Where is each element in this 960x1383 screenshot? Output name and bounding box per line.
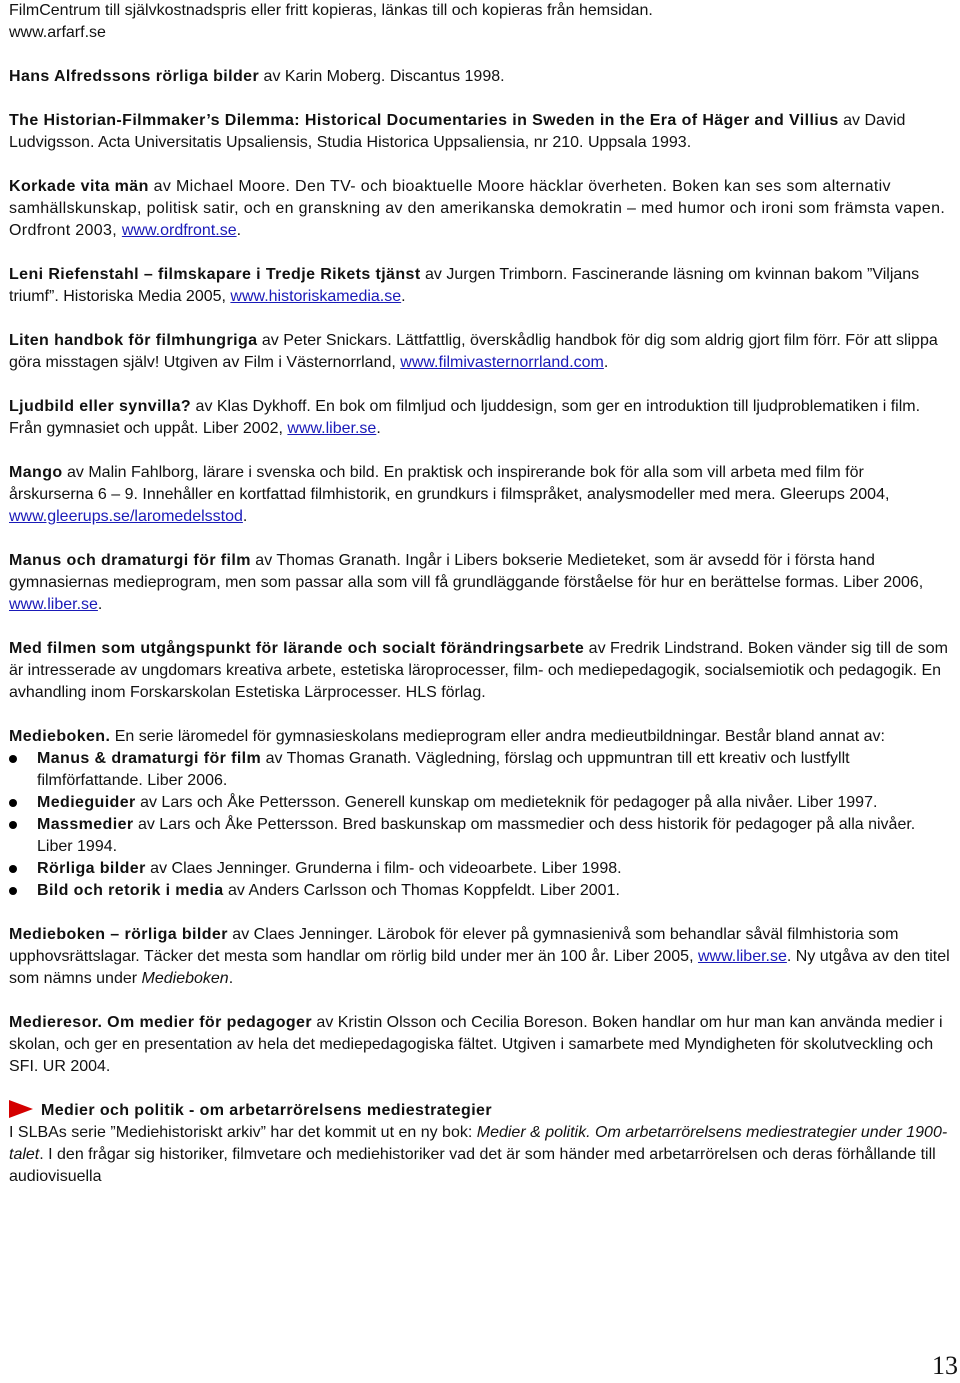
book-entry: Mango av Malin Fahlborg, lärare i svenska och bild. En praktisk och inspirerande bok för alla som vill arbeta med film för årskurserna 6 – 9. Innehåller en kortfattad filmhistorik, en grundkurs i filmspråket, analysmodeller med mera. Gleerups 2004, www.gleerups.se/laromedelsstod.	[9, 464, 890, 525]
page-number: 13	[932, 1351, 958, 1380]
entry-text: av Claes Jenninger. Lärobok för elever på gymnasienivå som behandlar såväl filmhistoria som upphovsrättslagar. Täcker det mesta som handlar om rörlig bild under mer än 100 år. Liber 2005,	[9, 926, 899, 965]
entry-title: The Historian-Filmmaker’s Dilemma: Historical Documentaries in Sweden in the Era of Häger and Villius	[9, 112, 839, 129]
list-item	[9, 880, 951, 902]
entry-link[interactable]: www.historiskamedia.se	[230, 288, 402, 305]
intro-text: FilmCentrum till självkostnadspris eller fritt kopieras, länkas till och kopieras från hemsidan.	[9, 2, 653, 19]
news-text-continued: . I den frågar sig historiker, filmvetare och mediehistoriker vad det är som händer med arbetarrörelsen och deras förhållande till audiovisuella	[9, 1146, 936, 1185]
entry-title: Medieresor. Om medier för pedagoger	[9, 1014, 312, 1031]
book-entry	[9, 110, 951, 154]
document-page	[9, 0, 951, 1188]
entry-link[interactable]: www.liber.se	[287, 420, 377, 437]
entry-title: Med filmen som utgångspunkt för lärande och socialt förändringsarbete	[9, 640, 585, 657]
entry-text: av Malin Fahlborg, lärare i svenska och bild. En praktisk och inspirerande bok för alla som vill arbeta med film för årskurserna 6 – 9. Innehåller en kortfattad filmhistorik, en grundkurs i filmspråket, analysmodeller med mera. Gleerups 2004,	[9, 464, 890, 503]
news-italic: Medier & politik. Om arbetarrörelsens mediestrategier under 1900-talet	[9, 1124, 948, 1163]
entry-title: Leni Riefenstahl – filmskapare i Tredje Rikets tjänst	[9, 266, 421, 283]
news-heading: Medier och politik - om arbetarrörelsens mediestrategier	[41, 1102, 492, 1119]
news-text: I SLBAs serie ”Mediehistoriskt arkiv” har det kommit ut en ny bok:	[9, 1124, 477, 1141]
book-entry: Ljudbild eller synvilla? av Klas Dykhoff. En bok om filmljud och ljuddesign, som ger en introduktion till ljudproblematiken i film. Från gymnasiet och uppåt. Liber 2002, www.liber.se.	[9, 398, 921, 437]
intro-paragraph	[9, 0, 951, 44]
entry-text: av David Ludvigsson. Acta Universitatis Upsaliensis, Studia Historica Uppsaliensia, nr 210. Uppsala 1993.	[9, 112, 906, 151]
list-item	[9, 748, 951, 792]
item-title: Massmedier	[37, 816, 134, 833]
entry-title: Hans Alfredssons rörliga bilder	[9, 68, 260, 85]
entry-link[interactable]: www.gleerups.se/laromedelsstod	[9, 508, 243, 525]
medieboken-section	[9, 726, 951, 902]
item-title: Bild och retorik i media	[37, 882, 224, 899]
book-entry: Leni Riefenstahl – filmskapare i Tredje Rikets tjänst av Jurgen Trimborn. Fascinerande läsning om kvinnan bakom ”Viljans triumf”. Historiska Media 2005, www.historiskamedia.se.	[9, 266, 920, 305]
entry-link[interactable]: www.liber.se	[9, 596, 98, 613]
item-text: av Lars och Åke Pettersson. Bred baskunskap om massmedier och dess historik för pedagoger på alla nivåer. Liber 1994.	[37, 816, 916, 855]
entry-text: av Klas Dykhoff. En bok om filmljud och ljuddesign, som ger en introduktion till ljudproblematiken i film. Från gymnasiet och uppåt. Liber 2002,	[9, 398, 921, 437]
medieboken-list	[9, 748, 951, 902]
bullet-icon	[9, 799, 17, 807]
item-text: av Thomas Granath. Vägledning, förslag och uppmuntran till ett kreativ och lustfyllt filmförfattande. Liber 2006.	[37, 750, 850, 789]
entry-title: Manus och dramaturgi för film	[9, 552, 251, 569]
item-title: Medieguider	[37, 794, 136, 811]
list-item	[9, 814, 951, 858]
entry-text: av Michael Moore. Den TV- och bioaktuelle Moore häcklar överheten. Boken kan ses som alternativ samhällskunskap, politisk satir, och en granskning av den amerikanska demokratin – med humor och ironi som främsta vapen. Ordfront 2003,	[9, 178, 946, 239]
entry-title: Medieboken.	[9, 728, 111, 745]
entry-text: av Kristin Olsson och Cecilia Boreson. Boken handlar om hur man kan använda medier i skolan, och ger en presentation av hela det mediepedagogiska fältet. Utgiven i samarbete med Myndigheten för skolutveckling och SFI. UR 2004.	[9, 1014, 943, 1075]
item-text: av Lars och Åke Pettersson. Generell kunskap om medieteknik för pedagoger på alla nivåer. Liber 1997.	[135, 794, 878, 811]
book-entry	[9, 66, 951, 88]
entry-title: Medieboken – rörliga bilder	[9, 926, 228, 943]
item-title: Manus & dramaturgi för film	[37, 750, 262, 767]
item-text: av Anders Carlsson och Thomas Koppfeldt. Liber 2001.	[223, 882, 620, 899]
intro-url: www.arfarf.se	[9, 24, 106, 41]
entry-link[interactable]: www.filmivasternorrland.com	[400, 354, 604, 371]
entry-title: Ljudbild eller synvilla?	[9, 398, 192, 415]
entry-link[interactable]: www.liber.se	[697, 948, 787, 965]
entry-text: En serie läromedel för gymnasieskolans medieprogram eller andra medieutbildningar. Består bland annat av:	[110, 728, 885, 745]
book-entry: Manus och dramaturgi för film av Thomas Granath. Ingår i Libers bokserie Medieteket, som är avsedd för i första hand gymnasiernas medieprogram, men som passar alla som vill få grundläggande förståelse för hur en berättelse formas. Liber 2006, www.liber.se.	[9, 552, 924, 613]
item-text: av Claes Jenninger. Grunderna i film- och videoarbete. Liber 1998.	[145, 860, 622, 877]
book-entry: Korkade vita män av Michael Moore. Den TV- och bioaktuelle Moore häcklar överheten. Boken kan ses som alternativ samhällskunskap, politisk satir, och en granskning av den amerikanska demokratin – med humor och ironi som främsta vapen. Ordfront 2003, www.ordfront.se.	[9, 178, 946, 239]
bullet-icon	[9, 821, 17, 829]
entry-text: av Fredrik Lindstrand. Boken vänder sig till de som är intresserade av ungdomars kreativa arbete, estetiska läroprocesser, film- och mediepedagogik, socialsemiotik och pedagogik. En avhandling inom Forskarskolan Estetiska Lärprocesser. HLS förlag.	[9, 640, 948, 701]
red-arrow-icon	[9, 1100, 33, 1118]
book-entry	[9, 638, 951, 704]
entry-title: Mango	[9, 464, 63, 481]
bullet-icon	[9, 887, 17, 895]
entry-text: av Peter Snickars. Lättfattlig, överskådlig handbok för dig som aldrig gjort film förr. För att slippa göra misstagen själv! Utgiven av Film i Västernorrland,	[9, 332, 938, 371]
list-item	[9, 792, 951, 814]
news-section	[9, 1100, 951, 1188]
book-entry: Medieboken – rörliga bilder av Claes Jenninger. Lärobok för elever på gymnasienivå som behandlar såväl filmhistoria som upphovsrättslagar. Täcker det mesta som handlar om rörlig bild under mer än 100 år. Liber 2005, www.liber.se. Ny utgåva av den titel som nämns under Medieboken.	[9, 926, 950, 987]
book-entry	[9, 1012, 951, 1078]
book-entry: Liten handbok för filmhungriga av Peter Snickars. Lättfattlig, överskådlig handbok för dig som aldrig gjort film förr. För att slippa göra misstagen själv! Utgiven av Film i Västernorrland, www.filmivasternorrland.com.	[9, 332, 938, 371]
bullet-icon	[9, 865, 17, 873]
entry-text: av Thomas Granath. Ingår i Libers bokserie Medieteket, som är avsedd för i första hand gymnasiernas medieprogram, men som passar alla som vill få grundläggande förståelse för hur en berättelse formas. Liber 2006,	[9, 552, 924, 591]
bullet-icon	[9, 755, 17, 763]
entry-text: av Karin Moberg. Discantus 1998.	[259, 68, 505, 85]
entry-text: av Jurgen Trimborn. Fascinerande läsning om kvinnan bakom ”Viljans triumf”. Historiska Media 2005,	[9, 266, 920, 305]
list-item	[9, 858, 951, 880]
entry-link[interactable]: www.ordfront.se	[121, 222, 237, 239]
entry-title: Korkade vita män	[9, 178, 149, 195]
entry-italic: Medieboken	[141, 970, 229, 987]
entry-title: Liten handbok för filmhungriga	[9, 332, 258, 349]
item-title: Rörliga bilder	[37, 860, 146, 877]
